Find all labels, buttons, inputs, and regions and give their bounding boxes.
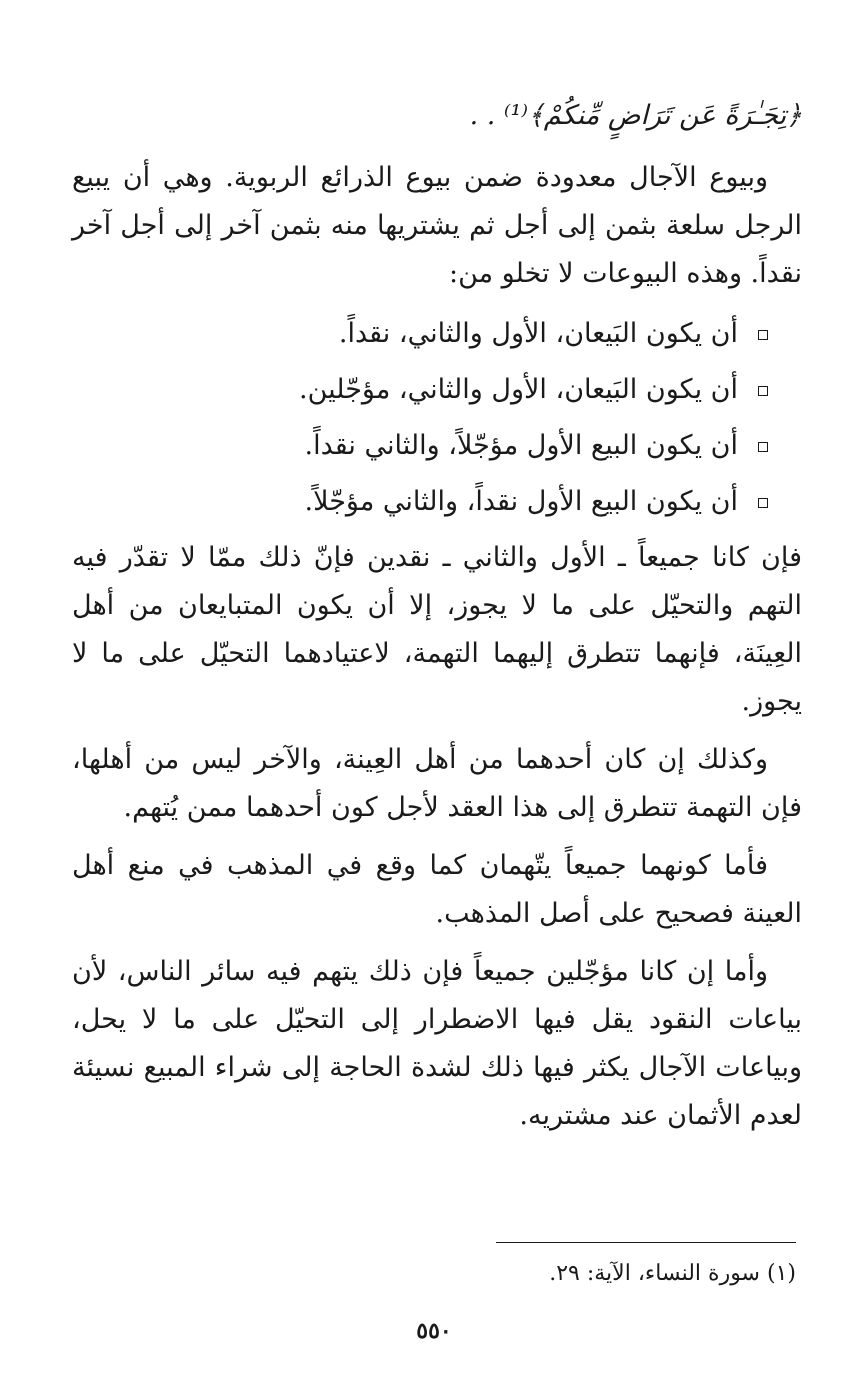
- square-bullet-icon: [758, 386, 768, 396]
- square-bullet-icon: [758, 330, 768, 340]
- paragraph-one-party: وكذلك إن كان أحدهما من أهل العِينة، والآخر ليس من أهلها، فإن التهمة تتطرق إلى هذا العقد لأجل كون أحدهما ممن يُتهم.: [72, 744, 802, 823]
- list-item: [72, 418, 768, 474]
- page-body: [72, 92, 802, 1150]
- paragraph-both-cash: فإن كانا جميعاً ـ الأول والثاني ـ نقدين فإنّ ذلك ممّا لا تقدّر فيه التهم والتحيّل على ما لا يجوز، إلا أن يكون المتبايعان من أهل العِينَة، فإنهما تتطرق إليهما التهمة، لاعتيادهما التحيّل على ما لا يجوز.: [72, 542, 802, 717]
- paragraph-both-suspected: فأما كونهما جميعاً يتّهمان كما وقع في المذهب في منع أهل العينة فصحيح على أصل المذهب.: [72, 850, 802, 929]
- list-item-text: أن يكون البَيعان، الأول والثاني، نقداً.: [338, 318, 738, 349]
- list-item: [72, 306, 768, 362]
- square-bullet-icon: [758, 498, 768, 508]
- bullet-list: [72, 306, 802, 530]
- paragraph-both-deferred: وأما إن كانا مؤجّلين جميعاً فإن ذلك يتهم فيه سائر الناس، لأن بياعات النقود يقل فيها الاضطرار إلى التحيّل على ما لا يحل، وبياعات الآجال يكثر فيها ذلك لشدة الحاجة إلى شراء المبيع نسيئة لعدم الأثمان عند مشتريه.: [72, 956, 802, 1131]
- verse-quote: ﴿تِجَـٰرَةً عَن تَرَاضٍ مِّنكُمْ﴾⁽¹⁾ . .: [469, 100, 802, 131]
- list-item-text: أن يكون البيع الأول مؤجّلاً، والثاني نقداً.: [304, 430, 738, 461]
- list-item: [72, 362, 768, 418]
- square-bullet-icon: [758, 442, 768, 452]
- footnote-divider: [496, 1242, 796, 1243]
- paragraph-intro: وبيوع الآجال معدودة ضمن بيوع الذرائع الربوية. وهي أن يبيع الرجل سلعة بثمن إلى أجل ثم يشتريها منه بثمن آخر إلى أجل آخر نقداً. وهذه البيوعات لا تخلو من:: [72, 162, 802, 289]
- list-item-text: أن يكون البَيعان، الأول والثاني، مؤجّلين.: [298, 374, 738, 405]
- footnote: (١) سورة النساء، الآية: ٢٩.: [549, 1261, 796, 1286]
- list-item-text: أن يكون البيع الأول نقداً، والثاني مؤجّلاً.: [304, 486, 738, 517]
- list-item: [72, 474, 768, 530]
- page-number: ٥٥٠: [416, 1318, 452, 1344]
